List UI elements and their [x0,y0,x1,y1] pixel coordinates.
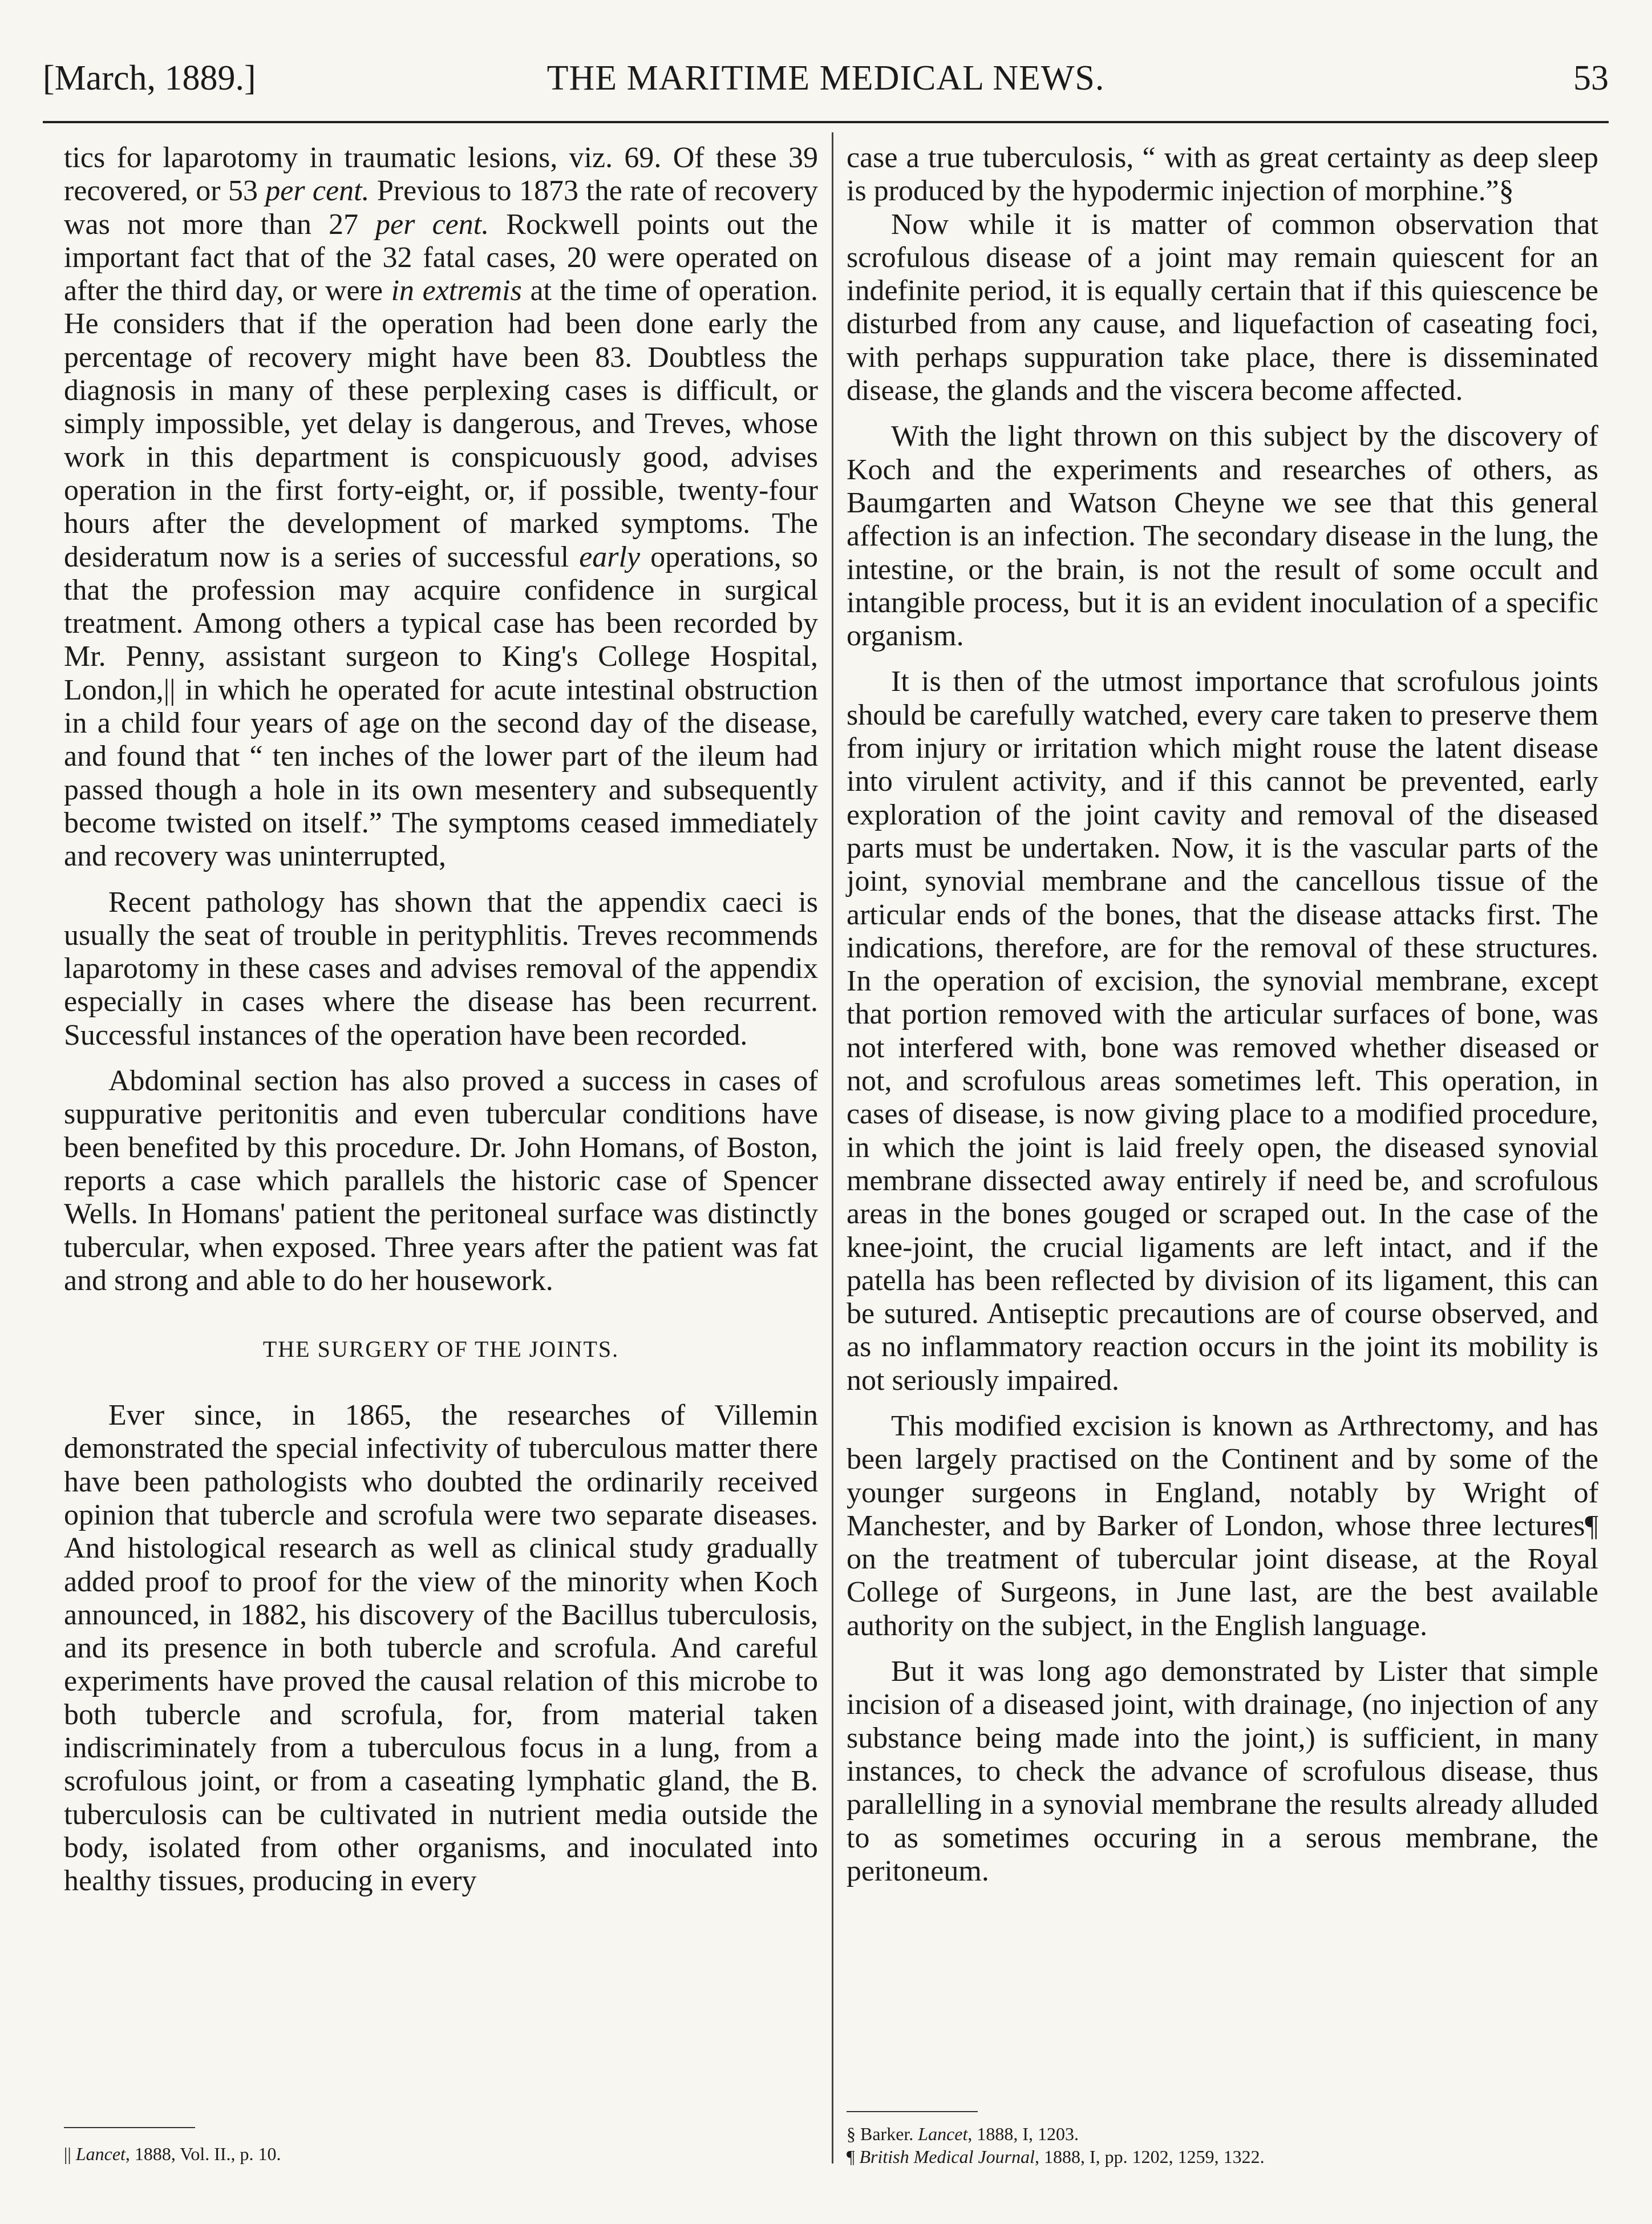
section-heading: THE SURGERY OF THE JOINTS. [262,1336,620,1362]
running-header [43,52,1609,104]
footnote-rule-right [847,2111,978,2112]
header-rule [43,121,1609,123]
paragraph-excision: It is then of the utmost importance that scrofulous joints should be carefully watched, every care taken to preserve them from injury or irritation which might rouse the latent disease into virulent activity, and if this cannot be prevented, early exploration of the joint cavity and removal of the diseased parts must be undertaken. Now, it is the vascular parts of the joint, synovial membrane and the cancellous tissue of the articular ends of the bones, that the disease attacks first. The indications, therefore, are for the removal of these structures. In the operation of excision, the synovial membrane, except that portion removed with the articular surfaces of bone, was not interfered with, bone was removed whether diseased or not, and scrofulous areas sometimes left. This operation, in cases of disease, is now giving place to a modified procedure, in which the joint is laid freely open, the diseased synovial membrane dissected away entirely if need be, and scrofulous areas in the bones gouged or scraped out. In the case of the knee-joint, the crucial ligaments are left intact, and if the patella has been reflected by division of its ligament, this can be sutured. Antiseptic precautions are of course observed, and as no inflammatory reaction occurs in the joint its mobility is not seriously impaired. [847,665,1598,1397]
footnote: ¶ British Medical Journal, 1888, I, pp. 1202, 1259, 1322. [847,2146,1265,2167]
page-number: 53 [1573,59,1609,98]
issue-date: [March, 1889.] [43,59,256,98]
footnotes-right [847,2122,1265,2168]
footnote-rule-left [64,2127,195,2128]
paragraph-lister: But it was long ago demonstrated by Lister that simple incision of a diseased joint, with drainage, (no injection of any substance being made into the joint,) is sufficient, in many instances, to check the advance of scrofulous disease, thus parallelling in a synovial membrane the results already alluded to as sometimes occuring in a serous membrane, the peritoneum. [847,1655,1598,1887]
paragraph-arthrectomy: This modified excision is known as Arthrectomy, and has been largely practised on the Continent and by some of the younger surgeons in England, notably by Wright of Manchester, and by Barker of London, whose three lectures¶ on the treatment of tubercular joint disease, at the Royal College of Surgeons, in June last, are the best available authority on the subject, in the English language. [847,1409,1598,1642]
column-divider [832,132,833,2164]
right-column [847,141,1598,1888]
footnote: || Lancet, 1888, Vol. II., p. 10. [64,2144,281,2164]
left-column [64,141,818,1898]
paragraph-quiescence: Now while it is matter of common observation that scrofulous disease of a joint may remain quiescent for an indefinite period, it is equally certain that if this quiescence be disturbed from any cause, and liquefaction of caseating foci, with perhaps suppuration take place, there is disseminated disease, the glands and the viscera become affected. [847,208,1598,407]
journal-title: THE MARITIME MEDICAL NEWS. [546,59,1105,98]
paragraph-villemin: Ever since, in 1865, the researches of Villemin demonstrated the special infectivity of tuberculous matter there have been pathologists who doubted the ordinarily received opinion that tubercle and scrofula were two separate diseases. And histological research as well as clinical study gradually added proof to proof for the view of the minority when Koch announced, in 1882, his discovery of the Bacillus tuberculosis, and its presence in both tubercle and scrofula. And careful experiments have proved the causal relation of this microbe to both tubercle and scrofula, for, from material taken indiscriminately from a tuberculous focus in a lung, from a scrofulous joint, or from a caseating lymphatic gland, the B. tuberculosis can be cultivated in nutrient media outside the body, isolated from other organisms, and inoculated into healthy tissues, producing in every [64,1399,818,1898]
paragraph-koch: With the light thrown on this subject by the discovery of Koch and the experiments and researches of others, as Baumgarten and Watson Cheyne we see that this general affection is an infection. The secondary disease in the lung, the intestine, or the brain, is not the result of some occult and intangible process, but it is an evident inoculation of a specific organism. [847,420,1598,653]
paragraph-laparotomy-continued: tics for laparotomy in traumatic lesions, viz. 69. Of these 39 recovered, or 53 per cent. Previous to 1873 the rate of recovery was not more than 27 per cent. Rockwell points out the important fact that of the 32 fatal cases, 20 were operated on after the third day, or were in extremis at the time of operation. He considers that if the operation had been done early the percentage of recovery might have been 83. Doubtless the diagnosis in many of these perplexing cases is difficult, or simply impossible, yet delay is dangerous, and Treves, whose work in this department is conspicuously good, advises operation in the first forty-eight, or, if possible, twenty-four hours after the development of marked symptoms. The desideratum now is a series of successful early operations, so that the profession may acquire confidence in surgical treatment. Among others a typical case has been recorded by Mr. Penny, assistant surgeon to King's College Hospital, London,|| in which he operated for acute intestinal obstruction in a child four years of age on the second day of the disease, and found that “ ten inches of the lower part of the ileum had passed though a hole in its own mesentery and subsequently become twisted on itself.” The symptoms ceased immediately and recovery was uninterrupted, [64,141,819,873]
paragraph-morphine: case a true tuberculosis, “ with as great certainty as deep sleep is produced by the hypodermic injection of morphine.”§ [847,141,1598,208]
footnotes-left [64,2142,281,2165]
paragraph-appendix: Recent pathology has shown that the appendix caeci is usually the seat of trouble in perityphlitis. Treves recommends laparotomy in these cases and advises removal of the appendix especially in cases where the disease has been recurrent. Successful instances of the operation have been recorded. [64,885,818,1052]
paragraph-abdominal-section: Abdominal section has also proved a success in cases of suppurative peritonitis and even tubercular conditions have been benefited by this procedure. Dr. John Homans, of Boston, reports a case which parallels the historic case of Spencer Wells. In Homans' patient the peritoneal surface was distinctly tubercular, when exposed. Three years after the patient was fat and strong and able to do her housework. [64,1065,818,1297]
footnote: § Barker. Lancet, 1888, I, 1203. [847,2124,1079,2144]
